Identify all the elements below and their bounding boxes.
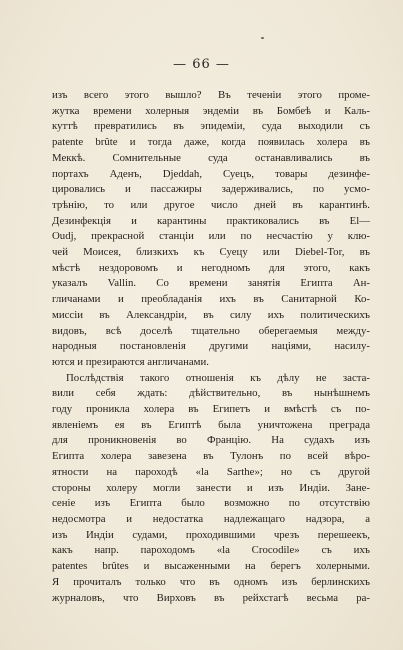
text-line: жутка времени холерныя эндеміи въ Бомбеѣ и Каль- — [52, 104, 370, 117]
text-line: году проникла холера въ Египетъ и вмѣстѣ съ по- — [52, 403, 370, 416]
text-line: сеніе изъ Египта было возможно по отсутствію — [52, 497, 370, 510]
text-line: трѣнію, то или другое число дней въ карантинѣ. — [52, 198, 370, 211]
text-line: ятности на пароходѣ «la Sarthe»; но съ другой — [52, 465, 370, 478]
text-line: для проникновенія во Францію. На судахъ изъ — [52, 434, 370, 447]
text-line: куттѣ превратились въ эпидеміи, суда выходили съ — [52, 120, 370, 133]
text-line: Послѣдствія такого отношенія къ дѣлу не заста- — [66, 371, 370, 384]
text-line: журналовъ, что Вирховъ въ рейхстагѣ весьма ра- — [52, 591, 370, 604]
text-line: Меккѣ. Сомнительные суда останавливались въ — [52, 151, 370, 164]
text-line: чей Моисея, близкихъ къ Суецу или Diebel-Tor, въ — [52, 246, 370, 259]
text-line: вили себя ждать: дѣйствительно, въ нынѣшнемъ — [52, 387, 370, 400]
text-line: видовъ, всѣ доселѣ тщательно оберегаемыя между- — [52, 324, 370, 337]
text-line: изъ Индіи судами, проходившими чрезъ перешеекъ, — [52, 528, 370, 541]
text-line: Oudj, прекрасной станціи или по несчастію у клю- — [52, 230, 370, 243]
text-line: недосмотра и недостатка надлежащаго надзора, а — [52, 512, 370, 525]
text-line: портахъ Аденъ, Djeddah, Суецъ, товары дезинфе- — [52, 167, 370, 180]
text-line: миссіи въ Александріи, въ силу ихъ политическихъ — [52, 308, 370, 321]
text-line: Дезинфекція и карантины практиковались въ El— — [52, 214, 370, 227]
text-line: цировались и пассажиры задерживались, по усмо- — [52, 183, 370, 196]
text-line: изъ всего этого вышло? Въ теченіи этого проме- — [52, 89, 370, 101]
text-line: указалъ Vallin. Со времени занятія Египта Ан- — [52, 277, 370, 290]
text-line: стороны холеру могли занести и изъ Индіи. Зане- — [52, 481, 370, 494]
text-line: patente brûte и тогда даже, когда появилась холера въ — [52, 136, 370, 149]
text-line: Египта холера завезена въ Тулонъ по всей вѣро- — [52, 450, 370, 463]
text-line: какъ напр. пароходомъ «la Crocodile» съ ихъ — [52, 544, 370, 557]
text-line: мѣстѣ нездоровомъ и негодномъ для этого, какъ — [52, 261, 370, 274]
page-number: — 66 — — [173, 57, 230, 72]
body-text — [52, 88, 370, 606]
text-line: народныя постановленія другими націями, насилу- — [52, 340, 370, 353]
text-line: ются и презираются англичанами. — [52, 355, 209, 368]
text-line: гличанами и преобладанія ихъ въ Санитарной Ко- — [52, 293, 370, 306]
text-line: явленіемъ ея въ Египтѣ была уничтожена преграда — [52, 418, 370, 431]
text-line: patentes brûtes и высаженными на берегъ холерными. — [52, 560, 370, 573]
text-line: Я прочиталъ только что въ одномъ изъ берлинскихъ — [52, 575, 370, 588]
ink-speck — [261, 37, 264, 39]
